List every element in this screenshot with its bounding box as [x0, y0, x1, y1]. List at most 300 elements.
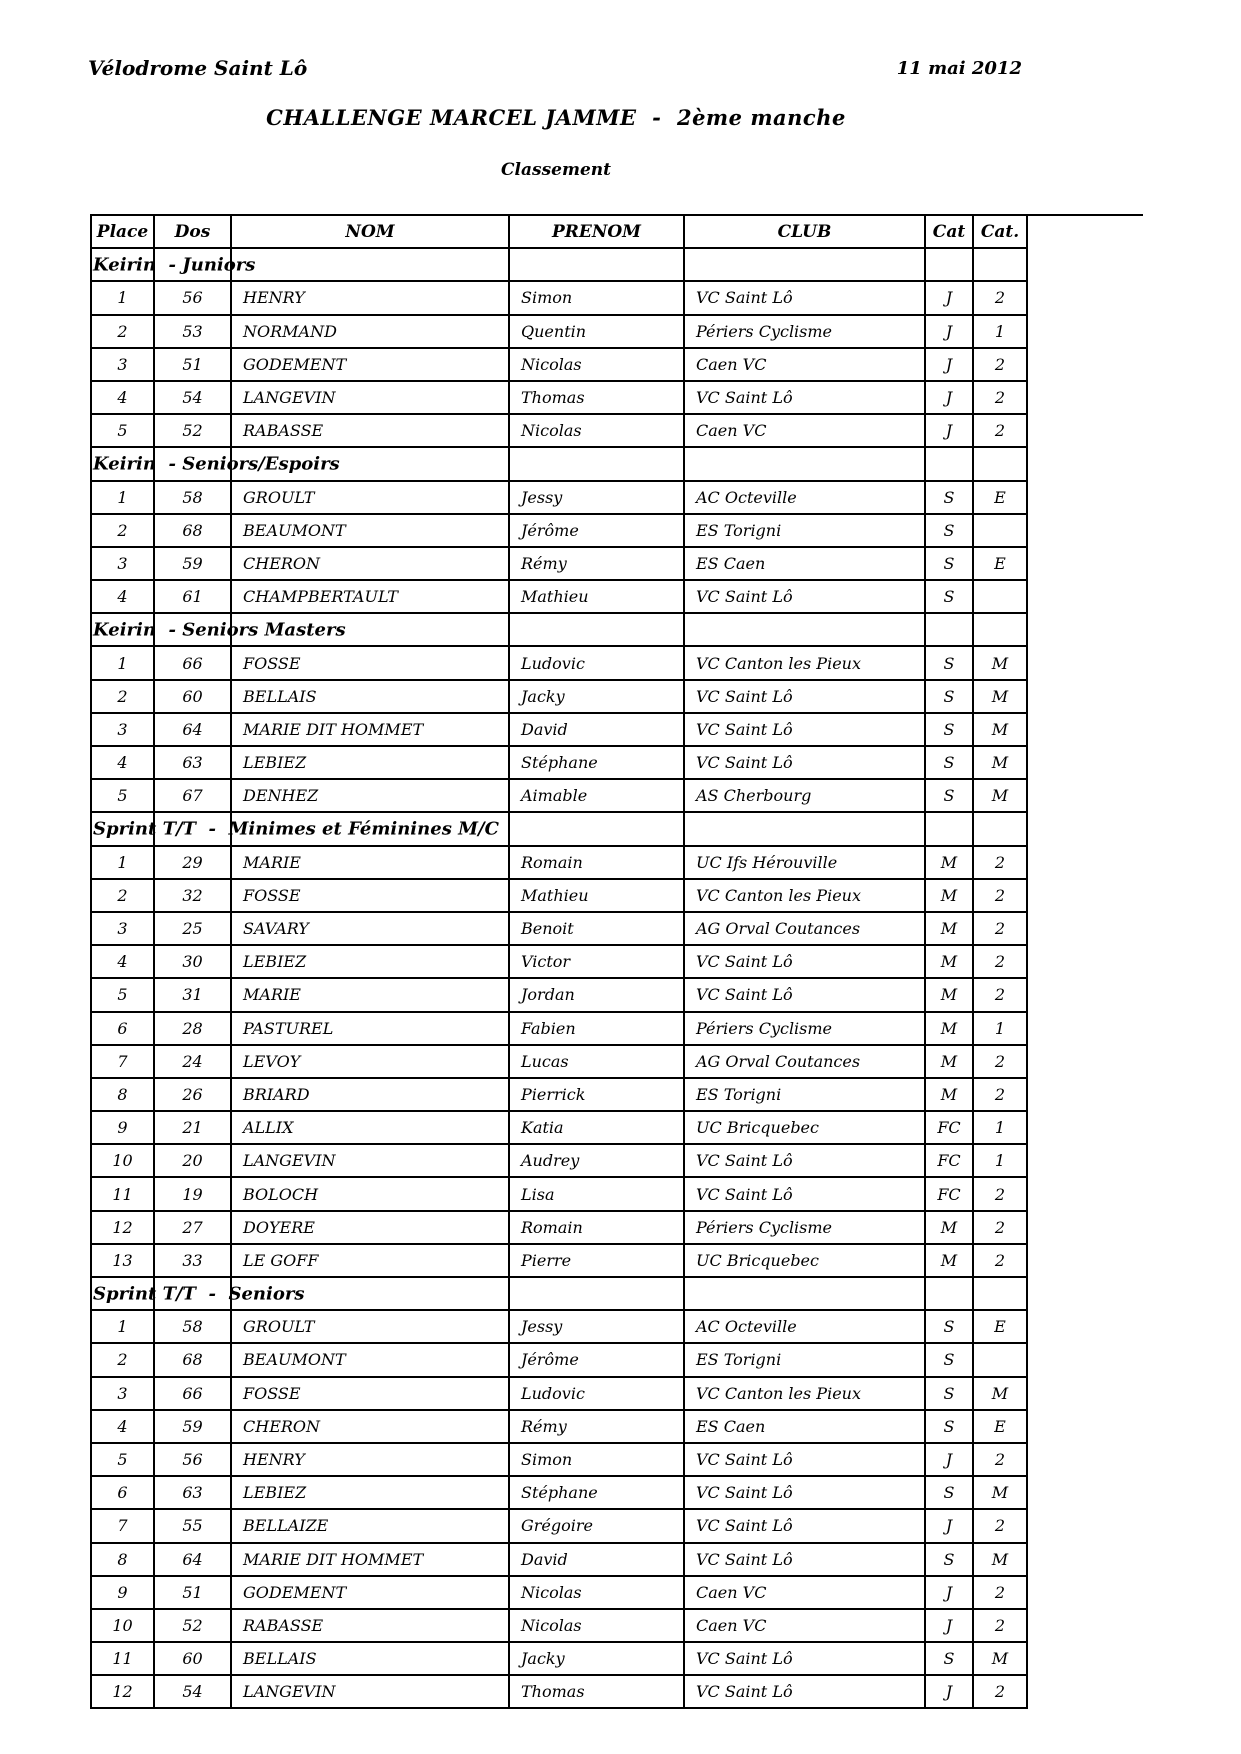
section-row: [90, 448, 1028, 481]
cell-nom: LEVOY: [232, 1046, 510, 1077]
table-row: [90, 1245, 1028, 1278]
cell-club: [685, 614, 926, 645]
cell-nom: PASTUREL: [232, 1013, 510, 1044]
cell-place: 2: [90, 880, 155, 911]
cell-place: 4: [90, 1411, 155, 1442]
cell-nom: BELLAIS: [232, 681, 510, 712]
cell-cat2: 2: [974, 349, 1028, 380]
cell-dos: 58: [155, 482, 232, 513]
cell-club: VC Saint Lô: [685, 1544, 926, 1575]
cell-prenom: Victor: [510, 946, 685, 977]
cell-place: 4: [90, 946, 155, 977]
table-row: [90, 747, 1028, 780]
table-row: [90, 979, 1028, 1012]
cell-prenom: Jérôme: [510, 1344, 685, 1375]
cell-cat2: M: [974, 681, 1028, 712]
cell-cat: J: [926, 282, 974, 313]
cell-dos: 29: [155, 847, 232, 878]
cell-club: VC Saint Lô: [685, 714, 926, 745]
table-row: [90, 1311, 1028, 1344]
cell-prenom: Stéphane: [510, 1477, 685, 1508]
table-row: [90, 880, 1028, 913]
cell-cat2: 2: [974, 1444, 1028, 1475]
cell-cat: S: [926, 1643, 974, 1674]
cell-cat2: E: [974, 548, 1028, 579]
cell-club: AS Cherbourg: [685, 780, 926, 811]
cell-nom: BEAUMONT: [232, 515, 510, 546]
table-row: [90, 1079, 1028, 1112]
cell-cat2: 2: [974, 913, 1028, 944]
cell-nom: BEAUMONT: [232, 1344, 510, 1375]
cell-club: Périers Cyclisme: [685, 316, 926, 347]
cell-club: VC Canton les Pieux: [685, 647, 926, 678]
cell-cat2: 1: [974, 1145, 1028, 1176]
cell-cat2: 2: [974, 1245, 1028, 1276]
cell-dos: 21: [155, 1112, 232, 1143]
cell-club: VC Saint Lô: [685, 1444, 926, 1475]
section-label: Sprint T/T - Seniors: [93, 1283, 305, 1305]
cell-cat2: 2: [974, 847, 1028, 878]
cell-prenom: Benoit: [510, 913, 685, 944]
cell-prenom: Pierrick: [510, 1079, 685, 1110]
cell-place: 7: [90, 1046, 155, 1077]
column-header-nom: NOM: [232, 216, 510, 247]
cell-cat2: 2: [974, 979, 1028, 1010]
cell-nom: GODEMENT: [232, 349, 510, 380]
cell-place: 3: [90, 714, 155, 745]
cell-nom: LANGEVIN: [232, 382, 510, 413]
cell-place: 12: [90, 1212, 155, 1243]
cell-prenom: [510, 813, 685, 844]
cell-dos: 24: [155, 1046, 232, 1077]
cell-cat: J: [926, 349, 974, 380]
cell-dos: 32: [155, 880, 232, 911]
cell-place: 5: [90, 979, 155, 1010]
cell-prenom: [510, 448, 685, 479]
cell-prenom: Jordan: [510, 979, 685, 1010]
cell-dos: 52: [155, 1610, 232, 1641]
cell-place: 2: [90, 681, 155, 712]
section-label: Keirin - Seniors Masters: [93, 619, 346, 641]
table-row: [90, 1510, 1028, 1543]
cell-place: 12: [90, 1676, 155, 1707]
cell-prenom: Simon: [510, 1444, 685, 1475]
table-row: [90, 647, 1028, 680]
cell-cat: S: [926, 1411, 974, 1442]
table-row: [90, 482, 1028, 515]
cell-cat: J: [926, 415, 974, 446]
cell-cat2: 2: [974, 1212, 1028, 1243]
cell-cat: S: [926, 1378, 974, 1409]
cell-place: 2: [90, 316, 155, 347]
cell-cat2: 2: [974, 1178, 1028, 1209]
table-row: [90, 382, 1028, 415]
section-row: [90, 813, 1028, 846]
cell-dos: 56: [155, 282, 232, 313]
cell-prenom: Nicolas: [510, 349, 685, 380]
cell-club: VC Saint Lô: [685, 382, 926, 413]
cell-dos: 33: [155, 1245, 232, 1276]
cell-dos: 66: [155, 1378, 232, 1409]
cell-cat: S: [926, 714, 974, 745]
cell-nom: CHERON: [232, 548, 510, 579]
cell-nom: DENHEZ: [232, 780, 510, 811]
cell-dos: 60: [155, 681, 232, 712]
cell-cat2: 2: [974, 1610, 1028, 1641]
cell-cat2: M: [974, 1378, 1028, 1409]
cell-club: VC Saint Lô: [685, 1477, 926, 1508]
cell-dos: 53: [155, 316, 232, 347]
cell-dos: 27: [155, 1212, 232, 1243]
cell-club: [685, 1278, 926, 1309]
cell-cat: J: [926, 1676, 974, 1707]
cell-cat: J: [926, 1444, 974, 1475]
cell-place: 1: [90, 282, 155, 313]
cell-place: 3: [90, 548, 155, 579]
cell-club: VC Saint Lô: [685, 1145, 926, 1176]
classement-subtitle: Classement: [501, 160, 611, 180]
cell-prenom: Audrey: [510, 1145, 685, 1176]
cell-place: 3: [90, 1378, 155, 1409]
cell-club: [685, 448, 926, 479]
cell-place: 6: [90, 1013, 155, 1044]
cell-nom: CHAMPBERTAULT: [232, 581, 510, 612]
cell-prenom: Jacky: [510, 1643, 685, 1674]
table-row: [90, 1444, 1028, 1477]
table-row: [90, 581, 1028, 614]
cell-cat2: [974, 813, 1028, 844]
cell-cat: J: [926, 1510, 974, 1541]
cell-dos: 63: [155, 747, 232, 778]
cell-cat: FC: [926, 1178, 974, 1209]
cell-dos: 61: [155, 581, 232, 612]
table-row: [90, 1411, 1028, 1444]
table-row: [90, 1643, 1028, 1676]
cell-cat2: 1: [974, 1013, 1028, 1044]
cell-prenom: Romain: [510, 847, 685, 878]
cell-prenom: Pierre: [510, 1245, 685, 1276]
cell-prenom: Jessy: [510, 1311, 685, 1342]
cell-dos: 63: [155, 1477, 232, 1508]
cell-place: 4: [90, 382, 155, 413]
cell-prenom: Jérôme: [510, 515, 685, 546]
cell-prenom: Jacky: [510, 681, 685, 712]
table-row: [90, 1544, 1028, 1577]
cell-club: Caen VC: [685, 349, 926, 380]
cell-club: Périers Cyclisme: [685, 1013, 926, 1044]
cell-nom: [232, 249, 510, 280]
cell-club: AC Octeville: [685, 482, 926, 513]
cell-cat2: [974, 515, 1028, 546]
cell-cat2: [974, 1278, 1028, 1309]
cell-nom: GROULT: [232, 1311, 510, 1342]
cell-cat2: 2: [974, 946, 1028, 977]
cell-nom: FOSSE: [232, 647, 510, 678]
cell-dos: 51: [155, 349, 232, 380]
cell-club: VC Saint Lô: [685, 282, 926, 313]
cell-dos: 28: [155, 1013, 232, 1044]
cell-nom: LANGEVIN: [232, 1145, 510, 1176]
cell-place: 10: [90, 1145, 155, 1176]
section-row: [90, 249, 1028, 282]
event-title: CHALLENGE MARCEL JAMME - 2ème manche: [266, 105, 846, 130]
cell-club: VC Saint Lô: [685, 581, 926, 612]
section-row: [90, 614, 1028, 647]
cell-cat: S: [926, 1344, 974, 1375]
table-row: [90, 316, 1028, 349]
cell-club: AG Orval Coutances: [685, 913, 926, 944]
cell-nom: MARIE: [232, 979, 510, 1010]
results-table: [90, 214, 1028, 1709]
cell-place: 3: [90, 913, 155, 944]
cell-cat2: E: [974, 1411, 1028, 1442]
table-row: [90, 946, 1028, 979]
cell-club: Périers Cyclisme: [685, 1212, 926, 1243]
cell-club: UC Ifs Hérouville: [685, 847, 926, 878]
cell-dos: 19: [155, 1178, 232, 1209]
cell-dos: 52: [155, 415, 232, 446]
cell-prenom: Mathieu: [510, 880, 685, 911]
cell-place: 3: [90, 349, 155, 380]
cell-dos: 55: [155, 1510, 232, 1541]
cell-nom: CHERON: [232, 1411, 510, 1442]
cell-dos: 68: [155, 1344, 232, 1375]
column-header-dos: Dos: [155, 216, 232, 247]
cell-place: 1: [90, 647, 155, 678]
cell-dos: 64: [155, 714, 232, 745]
cell-place: 8: [90, 1544, 155, 1575]
cell-prenom: Lisa: [510, 1178, 685, 1209]
cell-cat2: [974, 448, 1028, 479]
cell-cat: S: [926, 681, 974, 712]
cell-cat: S: [926, 515, 974, 546]
cell-prenom: [510, 249, 685, 280]
cell-cat: J: [926, 1610, 974, 1641]
cell-club: VC Saint Lô: [685, 946, 926, 977]
cell-nom: MARIE: [232, 847, 510, 878]
cell-prenom: David: [510, 714, 685, 745]
cell-cat: S: [926, 1544, 974, 1575]
event-date: 11 mai 2012: [896, 58, 1022, 79]
section-label: Keirin - Juniors: [93, 254, 256, 276]
cell-prenom: Katia: [510, 1112, 685, 1143]
cell-nom: FOSSE: [232, 1378, 510, 1409]
cell-cat2: [974, 249, 1028, 280]
table-row: [90, 349, 1028, 382]
cell-prenom: Rémy: [510, 548, 685, 579]
table-row: [90, 1577, 1028, 1610]
cell-place: 2: [90, 1344, 155, 1375]
cell-nom: HENRY: [232, 1444, 510, 1475]
cell-dos: 64: [155, 1544, 232, 1575]
table-row: [90, 1676, 1028, 1709]
column-header-club: CLUB: [685, 216, 926, 247]
cell-cat2: [974, 614, 1028, 645]
cell-nom: BRIARD: [232, 1079, 510, 1110]
cell-cat: [926, 249, 974, 280]
cell-cat: FC: [926, 1145, 974, 1176]
cell-cat: M: [926, 880, 974, 911]
cell-dos: 51: [155, 1577, 232, 1608]
cell-nom: GROULT: [232, 482, 510, 513]
cell-prenom: Nicolas: [510, 415, 685, 446]
cell-dos: 66: [155, 647, 232, 678]
cell-club: Caen VC: [685, 1610, 926, 1641]
cell-cat: S: [926, 581, 974, 612]
cell-cat: S: [926, 780, 974, 811]
cell-prenom: Nicolas: [510, 1577, 685, 1608]
cell-club: Caen VC: [685, 415, 926, 446]
cell-cat: [926, 813, 974, 844]
cell-prenom: Nicolas: [510, 1610, 685, 1641]
cell-club: UC Bricquebec: [685, 1112, 926, 1143]
cell-cat2: M: [974, 1477, 1028, 1508]
cell-dos: 30: [155, 946, 232, 977]
cell-nom: ALLIX: [232, 1112, 510, 1143]
cell-prenom: Lucas: [510, 1046, 685, 1077]
cell-cat: M: [926, 847, 974, 878]
cell-club: ES Torigni: [685, 1079, 926, 1110]
cell-prenom: Jessy: [510, 482, 685, 513]
cell-place: 10: [90, 1610, 155, 1641]
results-table-body: [90, 249, 1028, 1709]
cell-dos: 59: [155, 1411, 232, 1442]
cell-club: [685, 249, 926, 280]
cell-place: 11: [90, 1643, 155, 1674]
cell-cat: FC: [926, 1112, 974, 1143]
cell-cat: S: [926, 482, 974, 513]
cell-cat2: M: [974, 647, 1028, 678]
column-header-cat: Cat: [926, 216, 974, 247]
cell-cat2: M: [974, 1544, 1028, 1575]
cell-cat: [926, 448, 974, 479]
table-row: [90, 913, 1028, 946]
cell-club: VC Saint Lô: [685, 747, 926, 778]
cell-place: 5: [90, 780, 155, 811]
cell-cat: M: [926, 1013, 974, 1044]
cell-place: 5: [90, 415, 155, 446]
cell-club: VC Canton les Pieux: [685, 880, 926, 911]
cell-nom: RABASSE: [232, 415, 510, 446]
cell-cat2: 2: [974, 1577, 1028, 1608]
table-row: [90, 548, 1028, 581]
table-row: [90, 1344, 1028, 1377]
cell-cat: M: [926, 913, 974, 944]
cell-cat2: M: [974, 780, 1028, 811]
cell-dos: 25: [155, 913, 232, 944]
cell-dos: 54: [155, 1676, 232, 1707]
cell-cat2: 2: [974, 415, 1028, 446]
cell-nom: LEBIEZ: [232, 946, 510, 977]
column-header-place: Place: [90, 216, 155, 247]
cell-prenom: Rémy: [510, 1411, 685, 1442]
table-row: [90, 1178, 1028, 1211]
cell-cat2: 2: [974, 1046, 1028, 1077]
cell-nom: FOSSE: [232, 880, 510, 911]
venue-name: Vélodrome Saint Lô: [88, 56, 308, 80]
cell-nom: LANGEVIN: [232, 1676, 510, 1707]
cell-cat: [926, 614, 974, 645]
cell-cat2: M: [974, 714, 1028, 745]
cell-nom: GODEMENT: [232, 1577, 510, 1608]
table-row: [90, 780, 1028, 813]
cell-prenom: Aimable: [510, 780, 685, 811]
cell-club: ES Torigni: [685, 515, 926, 546]
cell-club: ES Torigni: [685, 1344, 926, 1375]
cell-club: VC Saint Lô: [685, 1510, 926, 1541]
cell-cat: M: [926, 946, 974, 977]
cell-prenom: Fabien: [510, 1013, 685, 1044]
cell-cat: S: [926, 647, 974, 678]
cell-place: 1: [90, 847, 155, 878]
table-row: [90, 847, 1028, 880]
table-row: [90, 1112, 1028, 1145]
cell-place: 8: [90, 1079, 155, 1110]
cell-cat: S: [926, 1477, 974, 1508]
cell-place: 2: [90, 515, 155, 546]
cell-club: UC Bricquebec: [685, 1245, 926, 1276]
cell-club: [685, 813, 926, 844]
cell-cat2: 2: [974, 880, 1028, 911]
cell-nom: MARIE DIT HOMMET: [232, 1544, 510, 1575]
table-row: [90, 1046, 1028, 1079]
cell-dos: 56: [155, 1444, 232, 1475]
cell-cat: M: [926, 1046, 974, 1077]
cell-prenom: Simon: [510, 282, 685, 313]
cell-cat2: 2: [974, 1079, 1028, 1110]
cell-club: VC Saint Lô: [685, 979, 926, 1010]
cell-prenom: Ludovic: [510, 1378, 685, 1409]
cell-club: VC Canton les Pieux: [685, 1378, 926, 1409]
cell-cat2: M: [974, 1643, 1028, 1674]
column-header-prenom: PRENOM: [510, 216, 685, 247]
section-row: [90, 1278, 1028, 1311]
cell-nom: LEBIEZ: [232, 747, 510, 778]
cell-place: 13: [90, 1245, 155, 1276]
cell-prenom: [510, 614, 685, 645]
cell-prenom: Mathieu: [510, 581, 685, 612]
cell-dos: 26: [155, 1079, 232, 1110]
cell-place: 9: [90, 1112, 155, 1143]
cell-dos: 54: [155, 382, 232, 413]
cell-nom: LEBIEZ: [232, 1477, 510, 1508]
cell-cat2: 2: [974, 382, 1028, 413]
cell-prenom: David: [510, 1544, 685, 1575]
cell-club: VC Saint Lô: [685, 1178, 926, 1209]
column-header-cat2: Cat.: [974, 216, 1028, 247]
cell-prenom: Grégoire: [510, 1510, 685, 1541]
table-top-rule-extension: [1026, 214, 1143, 216]
cell-cat2: [974, 581, 1028, 612]
cell-cat: J: [926, 1577, 974, 1608]
cell-place: 11: [90, 1178, 155, 1209]
cell-place: 1: [90, 482, 155, 513]
cell-cat: J: [926, 316, 974, 347]
cell-place: 7: [90, 1510, 155, 1541]
cell-cat: M: [926, 1079, 974, 1110]
cell-nom: LE GOFF: [232, 1245, 510, 1276]
cell-nom: NORMAND: [232, 316, 510, 347]
table-row: [90, 681, 1028, 714]
cell-dos: 20: [155, 1145, 232, 1176]
cell-prenom: Thomas: [510, 382, 685, 413]
table-row: [90, 1477, 1028, 1510]
table-row: [90, 714, 1028, 747]
table-row: [90, 1212, 1028, 1245]
cell-cat: [926, 1278, 974, 1309]
cell-cat2: [974, 1344, 1028, 1375]
cell-cat: M: [926, 1212, 974, 1243]
